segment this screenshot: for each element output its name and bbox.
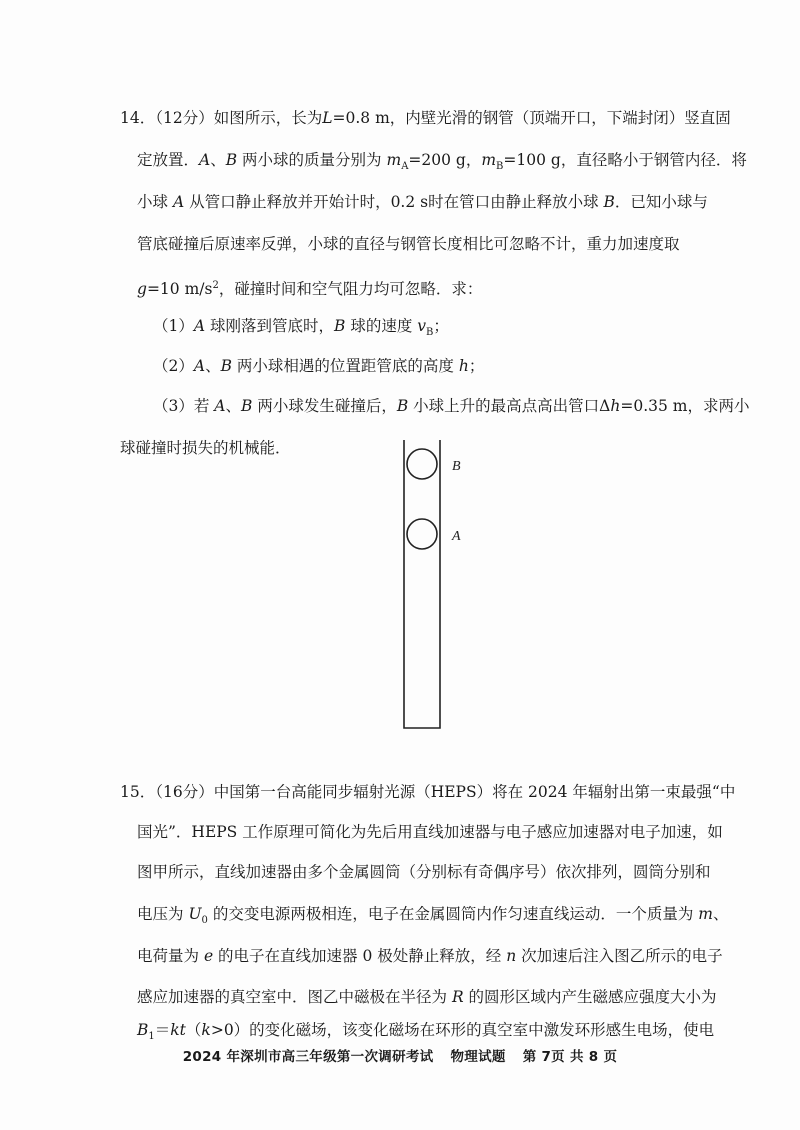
label-a: A xyxy=(452,529,461,544)
sub: A xyxy=(401,161,409,173)
q14-line-1 xyxy=(120,108,731,128)
text: ； xyxy=(433,317,449,335)
var-m: m xyxy=(698,905,713,923)
ball-a xyxy=(407,519,437,549)
ball-b xyxy=(407,449,437,479)
text: （2） xyxy=(153,357,194,375)
text: 中国第一台高能同步辐射光源（HEPS）将在 2024 年辐射出第一束最强“中 xyxy=(213,783,736,801)
q14-part-2 xyxy=(153,356,484,376)
sub: 0 xyxy=(201,915,208,927)
text: 感应加速器的真空室中．图乙中磁极在半径为 xyxy=(137,988,452,1006)
var-v: v xyxy=(417,317,427,335)
q14-number: 14． xyxy=(120,109,156,127)
var-A: A xyxy=(172,193,185,211)
text: 电荷量为 xyxy=(137,947,204,965)
var-B: B xyxy=(396,397,409,415)
q15-line-6 xyxy=(137,987,717,1007)
q15-line-4 xyxy=(137,904,728,931)
text: 的圆形区域内产生磁感应强度大小为 xyxy=(463,988,717,1006)
var-e: e xyxy=(203,947,214,965)
q14-part-1 xyxy=(153,316,449,343)
text: （3）若 xyxy=(153,397,215,415)
var-U: U xyxy=(188,905,202,923)
sub: 1 xyxy=(148,1031,155,1043)
q15-line-2: 国光”．HEPS 工作原理可简化为先后用直线加速器与电子感应加速器对电子加速，如 xyxy=(137,823,723,841)
text: 两小球相遇的位置距管底的高度 xyxy=(231,357,459,375)
q14-part-3-cont: 球碰撞时损失的机械能． xyxy=(120,439,291,457)
var-B: B xyxy=(241,397,253,415)
text: 两小球发生碰撞后， xyxy=(252,397,397,415)
var-A: A xyxy=(214,397,226,415)
var-k: k xyxy=(201,1021,211,1039)
text: =0.8 m，内壁光滑的钢管（顶端开口，下端封闭）竖直固 xyxy=(332,109,731,127)
text: ．已知小球与 xyxy=(614,193,708,211)
text: 的交变电源两极相连，电子在金属圆筒内作匀速直线运动．一个质量为 xyxy=(207,905,699,923)
var-L: L xyxy=(322,109,333,127)
var-h: h xyxy=(458,357,469,375)
var-m: m xyxy=(386,151,402,169)
text: =0.35 m，求两小 xyxy=(620,397,750,415)
q15-line-5 xyxy=(137,946,723,966)
var-kt: kt xyxy=(170,1021,186,1039)
q14-line-4: 管底碰撞后原速率反弹，小球的直径与钢管长度相比可忽略不计，重力加速度取 xyxy=(137,235,680,253)
text: 小球上升的最高点高出管口Δ xyxy=(408,397,611,415)
var-B: B xyxy=(137,1021,149,1039)
q15-line-1 xyxy=(120,782,735,802)
text: 从管口静止释放并开始计时，0.2 s时在管口由静止释放小球 xyxy=(184,193,604,211)
var-A: A xyxy=(193,357,206,375)
var-n: n xyxy=(506,947,517,965)
q14-line-2 xyxy=(137,150,747,177)
text: =10 m/s xyxy=(146,280,213,299)
text: =200 g， xyxy=(408,151,482,169)
text: （ xyxy=(185,1021,202,1039)
text: ，碰撞时间和空气阻力均可忽略．求： xyxy=(218,280,483,299)
text: ＝ xyxy=(154,1021,171,1039)
q14-line-5 xyxy=(137,276,482,299)
var-B: B xyxy=(220,357,232,375)
text: 、 xyxy=(210,151,226,169)
page-footer xyxy=(0,1045,800,1065)
var-B: B xyxy=(603,193,615,211)
q15-number: 15． xyxy=(120,783,156,801)
var-A: A xyxy=(193,317,206,335)
sub: B xyxy=(496,161,504,173)
q14-score: （12分） xyxy=(155,109,214,127)
sub: B xyxy=(426,327,434,339)
footer-exam: 2024 年深圳市高三年级第一次调研考试 xyxy=(182,1049,434,1065)
footer-subject: 物理试题 xyxy=(450,1049,506,1065)
q14-part-3 xyxy=(153,396,749,416)
var-B: B xyxy=(225,151,238,169)
q15-score: （16分） xyxy=(155,783,214,801)
text: ； xyxy=(468,357,485,375)
text: 的电子在直线加速器 0 极处静止释放，经 xyxy=(213,947,507,965)
text: 、 xyxy=(225,397,242,415)
sup: 2 xyxy=(212,280,219,291)
var-g: g xyxy=(137,280,147,299)
text: 两小球的质量分别为 xyxy=(237,151,387,169)
footer-page: 第 7页 共 8 页 xyxy=(522,1049,618,1065)
var-B: B xyxy=(334,317,346,335)
var-m: m xyxy=(481,151,497,169)
text: 定放置． xyxy=(137,151,200,169)
text: 小球 xyxy=(137,193,173,211)
text: （1） xyxy=(153,317,194,335)
text: 、 xyxy=(205,357,221,375)
text: 、 xyxy=(712,905,729,923)
q14-line-3 xyxy=(137,192,708,212)
text: 如图所示，长为 xyxy=(213,109,323,127)
steel-tube xyxy=(404,440,440,728)
var-R: R xyxy=(451,988,464,1006)
text: 球刚落到管底时， xyxy=(205,317,335,335)
var-A: A xyxy=(199,151,211,169)
text: 次加速后注入图乙所示的电子 xyxy=(516,947,723,965)
text: 球的速度 xyxy=(345,317,418,335)
text: 电压为 xyxy=(137,905,189,923)
text: =100 g，直径略小于钢管内径．将 xyxy=(503,151,747,169)
var-h: h xyxy=(610,397,621,415)
label-b: B xyxy=(452,459,461,474)
q15-line-7 xyxy=(137,1020,714,1047)
text: >0）的变化磁场，该变化磁场在环形的真空室中激发环形感生电场，使电 xyxy=(210,1021,715,1039)
tube-figure xyxy=(380,440,480,740)
q15-line-3: 图甲所示，直线加速器由多个金属圆筒（分别标有奇偶序号）依次排列，圆筒分别和 xyxy=(137,863,711,881)
